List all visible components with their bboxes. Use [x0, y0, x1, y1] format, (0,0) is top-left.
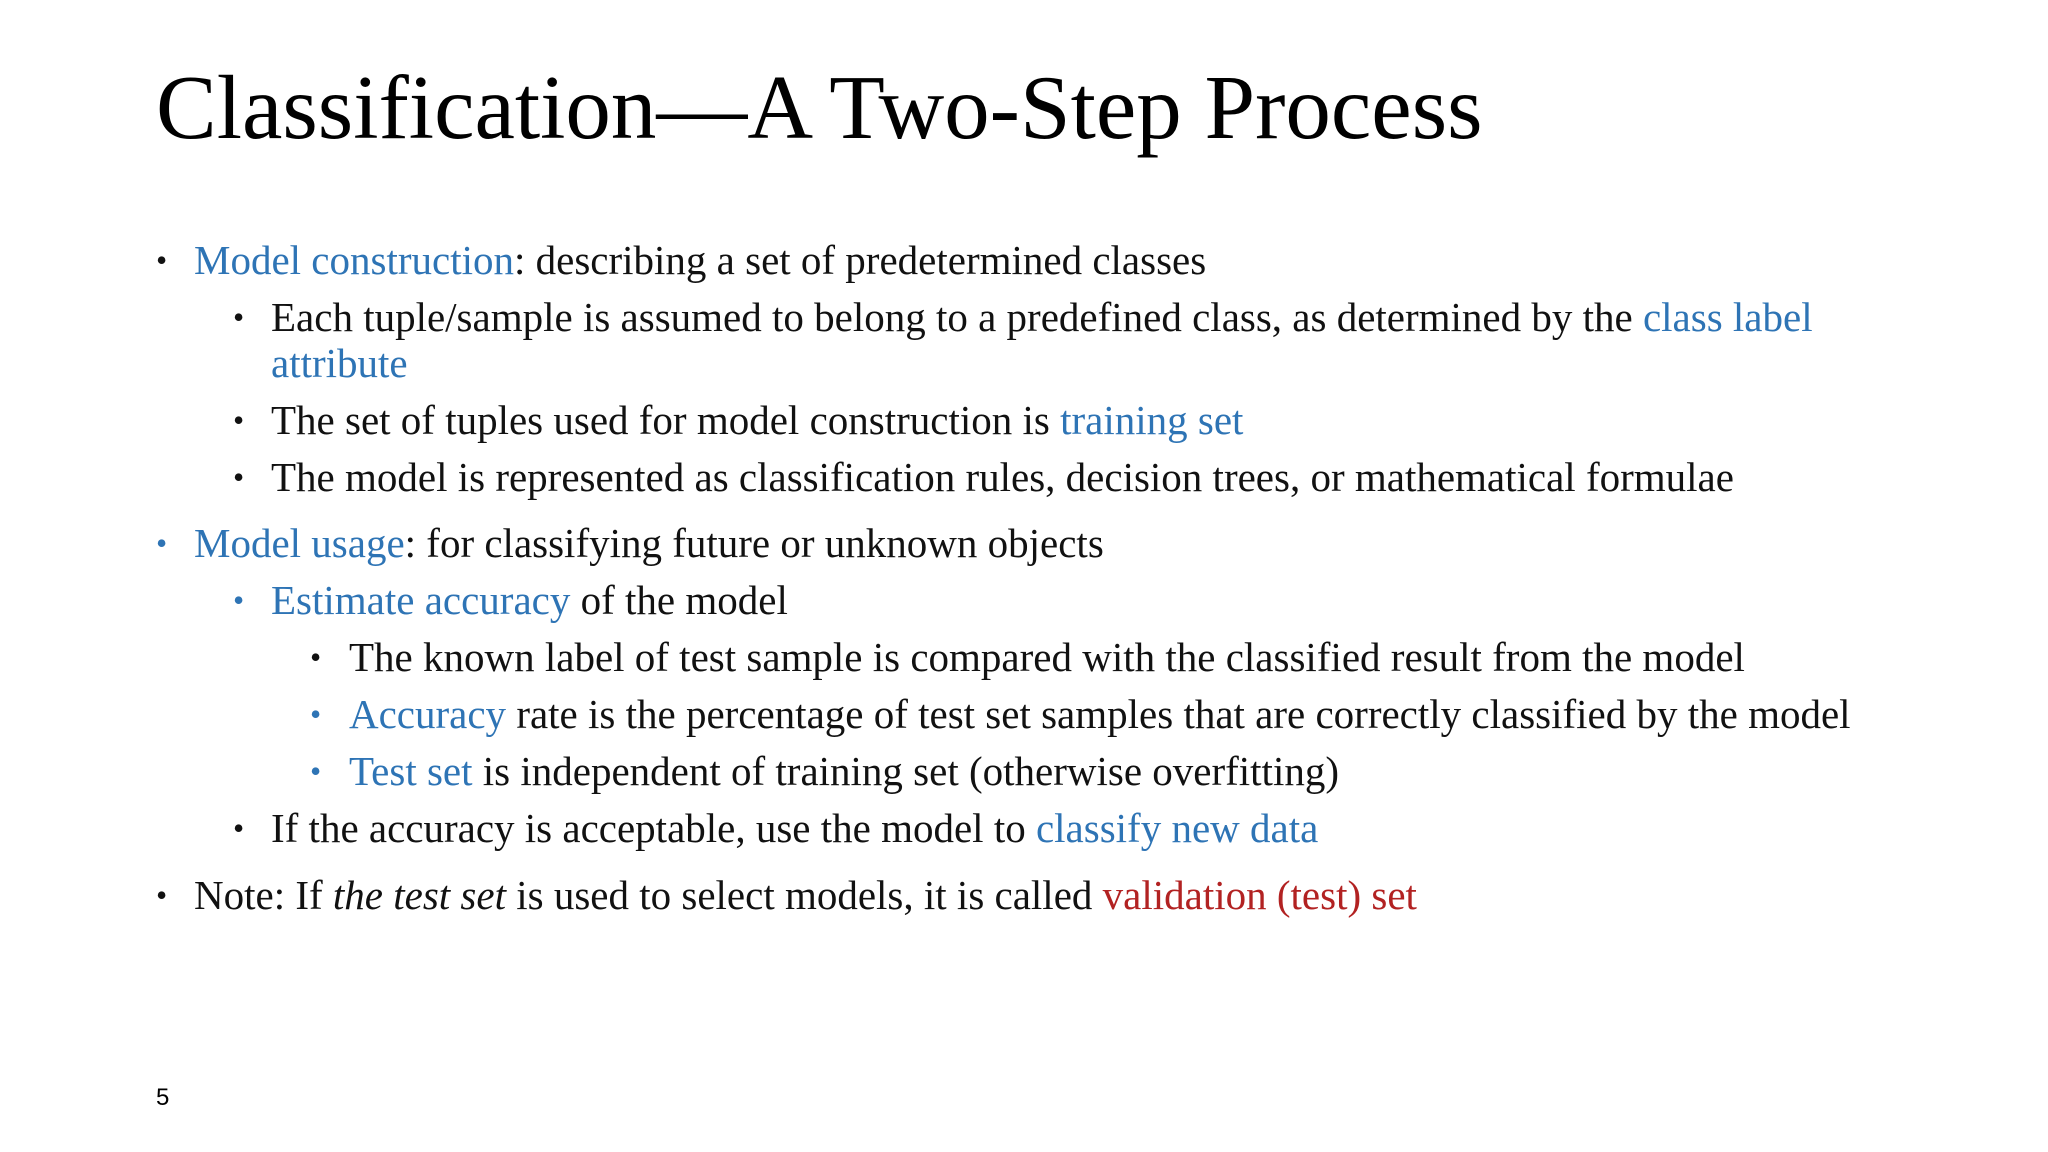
- term-model-construction: Model construction: [194, 237, 514, 283]
- term-test-set: Test set: [349, 748, 473, 794]
- text-test-set: is independent of training set (otherwise overfitting): [472, 748, 1339, 794]
- bullet-marker: •: [156, 877, 168, 913]
- text-note-middle: is used to select models, it is called: [505, 872, 1103, 918]
- bullet-tuple: [271, 294, 1921, 386]
- page-number: 5: [156, 1084, 170, 1111]
- term-classify-new-data: classify new data: [1035, 805, 1319, 851]
- text-model-represented: The model is represented as classification rules, decision trees, or mathematical formulae: [271, 454, 1734, 500]
- bullet-test-set: [349, 748, 1989, 794]
- text-accuracy-rate: rate is the percentage of test set samples that are correctly classified by the model: [506, 691, 1851, 737]
- term-model-usage: Model usage: [194, 520, 405, 566]
- bullet-marker: •: [310, 639, 322, 675]
- text-model-construction: : describing a set of predetermined classes: [513, 237, 1207, 283]
- bullet-accuracy-rate: [349, 691, 1989, 737]
- bullet-marker: •: [233, 582, 245, 618]
- bullet-training-set: [271, 397, 1921, 443]
- text-note-prefix: Note: If: [194, 872, 333, 918]
- bullet-marker: •: [233, 459, 245, 495]
- bullet-marker: •: [310, 696, 322, 732]
- term-accuracy: Accuracy: [349, 691, 507, 737]
- text-tuple: Each tuple/sample is assumed to belong to a predefined class, as determined by the: [271, 294, 1643, 340]
- bullet-marker: •: [233, 810, 245, 846]
- bullet-marker: •: [156, 242, 168, 278]
- text-known-label: The known label of test sample is compared with the classified result from the model: [349, 634, 1745, 680]
- bullet-accuracy-acceptable: [271, 805, 1921, 851]
- bullet-marker: •: [310, 753, 322, 789]
- text-note-italic: the test set: [332, 872, 506, 918]
- text-training: The set of tuples used for model construction is: [271, 397, 1061, 443]
- slide-title: Classification—A Two-Step Process: [156, 57, 1483, 158]
- term-estimate-accuracy: Estimate accuracy: [271, 577, 571, 623]
- bullet-marker: •: [233, 402, 245, 438]
- bullet-marker: •: [156, 525, 168, 561]
- bullet-model-construction: [194, 237, 1954, 283]
- term-training-set: training set: [1060, 397, 1244, 443]
- term-validation-set: validation (test) set: [1102, 872, 1417, 918]
- text-estimate-accuracy: of the model: [570, 577, 788, 623]
- bullet-model-usage: [194, 520, 1954, 566]
- term-class-label-attribute: class label attribute: [271, 294, 1813, 386]
- text-model-usage: : for classifying future or unknown objects: [404, 520, 1104, 566]
- bullet-known-label: [349, 634, 1989, 680]
- bullet-note: [194, 872, 1954, 918]
- bullet-model-represented: [271, 454, 1921, 500]
- text-accuracy-acceptable: If the accuracy is acceptable, use the model to: [271, 805, 1036, 851]
- bullet-estimate-accuracy: [271, 577, 1921, 623]
- bullet-marker: •: [233, 299, 245, 335]
